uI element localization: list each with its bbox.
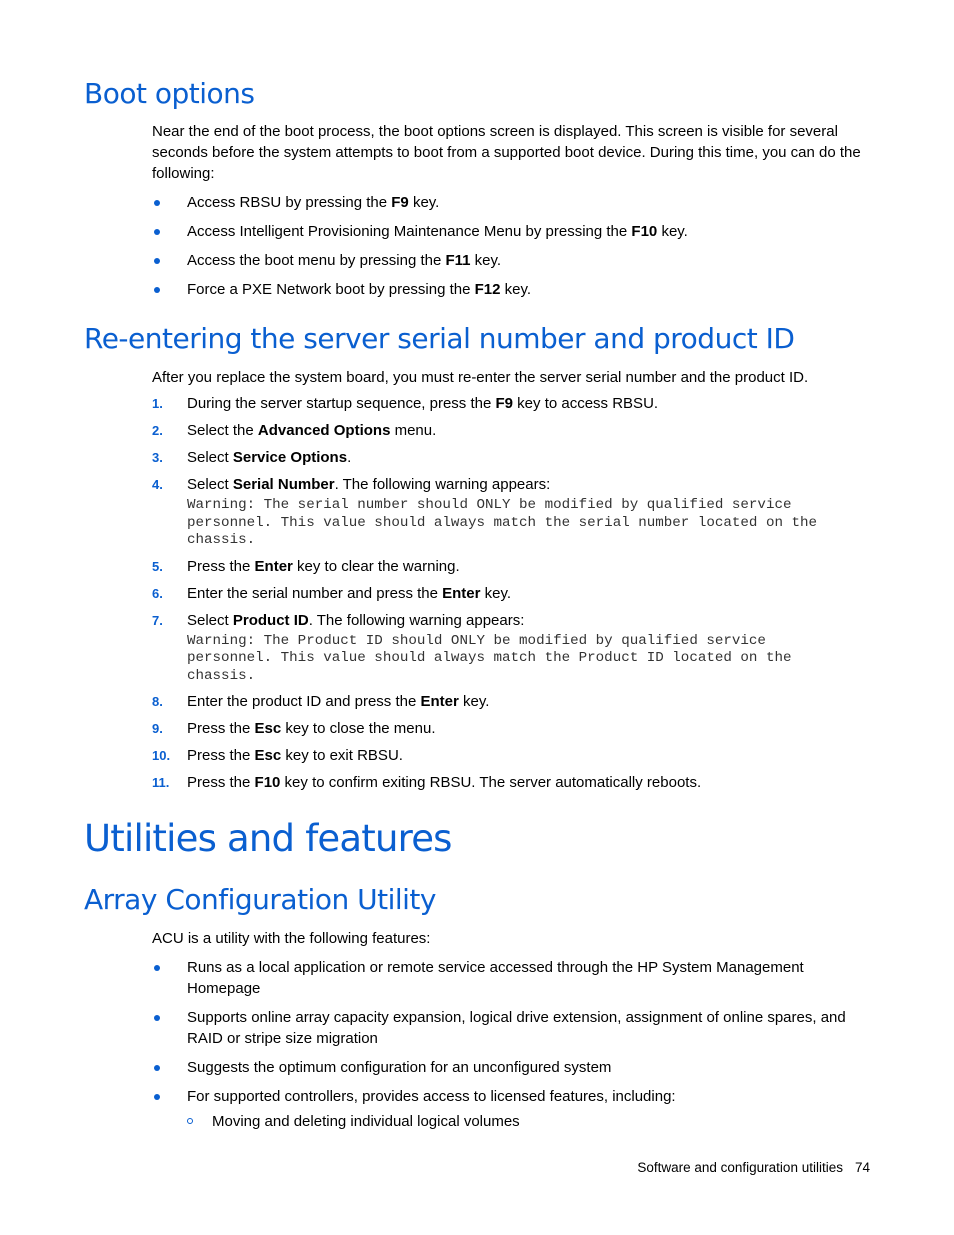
list-item: Access RBSU by pressing the F9 key. [152,192,874,213]
heading-reentering-serial: Re-entering the server serial number and product ID [84,322,795,355]
step-item: 8. Enter the product ID and press the Enter key. [152,693,490,710]
list-item: Suggests the optimum configuration for an unconfigured system [152,1057,874,1078]
list-item: Access the boot menu by pressing the F11 key. [152,250,874,271]
step-item: 5. Press the Enter key to clear the warning. [152,557,460,575]
heading-boot-options: Boot options [84,77,255,110]
boot-options-list [152,192,874,308]
page-number: 74 [854,1160,870,1175]
product-id-warning-code: Warning: The Product ID should ONLY be modified by qualified service personnel. This value should always match the Product ID located on the chassis. [187,632,792,684]
step-item: 9. Press the Esc key to close the menu. [152,720,436,737]
circle-bullet-icon [187,1118,193,1124]
licensed-features-sublist [187,1111,874,1132]
step-item: 10. Press the Esc key to exit RBSU. [152,747,403,764]
reentering-steps [152,393,874,799]
list-item: Supports online array capacity expansion, logical drive extension, assignment of online spares, and RAID or stripe size migration [152,1007,874,1049]
step-item: 1. During the server startup sequence, press the F9 key to access RBSU. [152,395,659,412]
acu-features-list [152,957,874,1140]
acu-intro: ACU is a utility with the following features: [152,930,431,947]
reentering-intro: After you replace the system board, you must re-enter the server serial number and the product ID. [152,369,809,386]
list-item: Runs as a local application or remote service accessed through the HP System Management Homepage [152,957,874,999]
bullet-icon [154,287,160,293]
bullet-icon [154,258,160,264]
bullet-icon [154,1015,160,1021]
step-item: 6. Enter the serial number and press the Enter key. [152,584,512,602]
bullet-icon [154,200,160,206]
step-item: 4. Select Serial Number. The following warning appears: Warning: The serial number should ONLY be modified by qualified service personnel. This value should always match the serial number located on the chassis. [152,474,874,550]
bullet-icon [154,965,160,971]
sub-list-item: Moving and deleting individual logical volumes [187,1111,874,1132]
footer-section-title: Software and configuration utilities [637,1160,843,1175]
heading-utilities-features: Utilities and features [84,817,452,860]
bullet-icon [154,1065,160,1071]
list-item: For supported controllers, provides access to licensed features, including: Moving and deleting individual logical volumes [152,1086,874,1132]
step-item: 2. Select the Advanced Options menu. [152,422,437,439]
list-item: Access Intelligent Provisioning Maintenance Menu by pressing the F10 key. [152,221,874,242]
bullet-icon [154,1094,160,1100]
heading-array-configuration-utility: Array Configuration Utility [84,883,436,916]
bullet-icon [154,229,160,235]
page-footer [637,1158,870,1178]
step-item: 3. Select Service Options. [152,449,352,466]
step-item: 11. Press the F10 key to confirm exiting RBSU. The server automatically reboots. [152,774,702,791]
step-item: 7. Select Product ID. The following warning appears: Warning: The Product ID should ONLY be modified by qualified service personnel. This value should always match the Product ID located on the chassis. [152,610,874,686]
boot-options-intro: Near the end of the boot process, the boot options screen is displayed. This screen is visible for several seconds before the system attempts to boot from a supported boot device. During this time, you can do the following: [152,123,861,182]
list-item: Force a PXE Network boot by pressing the F12 key. [152,279,874,300]
serial-warning-code: Warning: The serial number should ONLY be modified by qualified service personnel. This value should always match the serial number located on the chassis. [187,497,818,548]
